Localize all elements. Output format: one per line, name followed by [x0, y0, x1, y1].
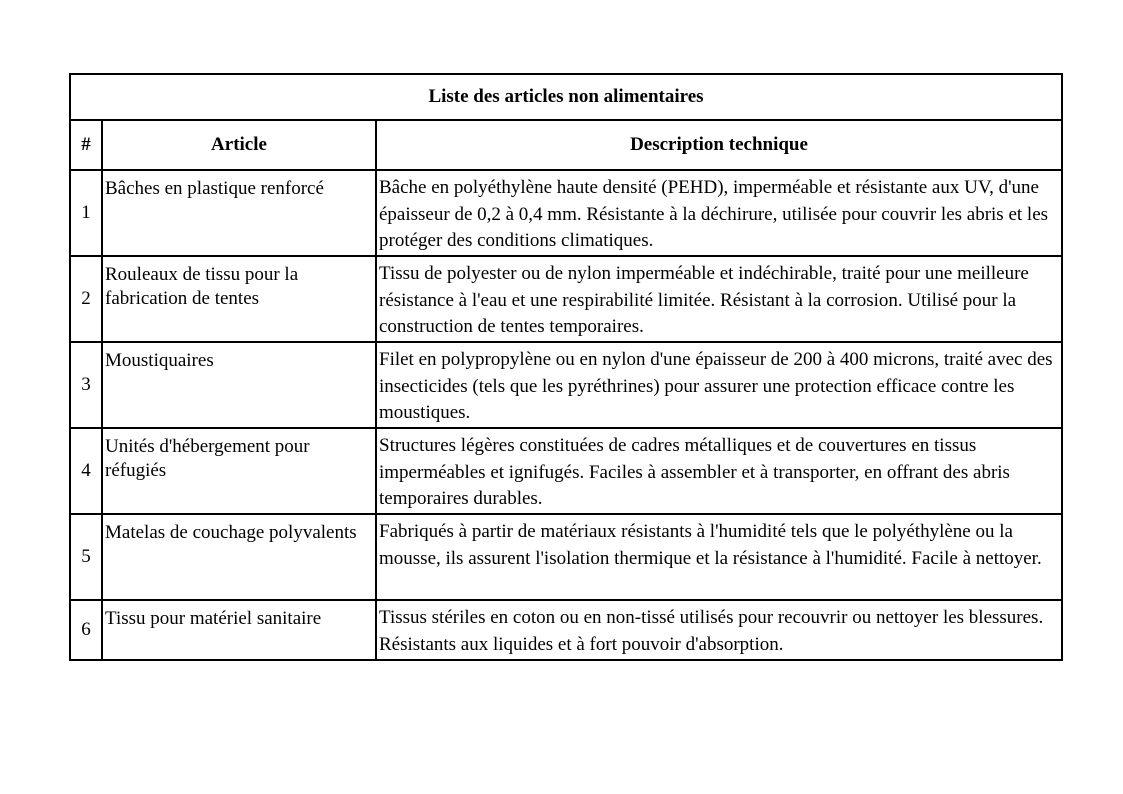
- row-number: 4: [70, 428, 102, 514]
- table-row: [70, 342, 1062, 428]
- header-number: #: [70, 120, 102, 170]
- row-article: Tissu pour matériel sanitaire: [102, 600, 376, 660]
- header-article: Article: [102, 120, 376, 170]
- table-row: [70, 170, 1062, 256]
- row-number: 1: [70, 170, 102, 256]
- row-number: 2: [70, 256, 102, 342]
- row-description: Bâche en polyéthylène haute densité (PEHD), imperméable et résistante aux UV, d'une épaisseur de 0,2 à 0,4 mm. Résistante à la déchirure, utilisée pour couvrir les abris et les protéger des conditions climatiques.: [376, 170, 1062, 256]
- row-number: 5: [70, 514, 102, 600]
- row-description: Tissus stériles en coton ou en non-tissé utilisés pour recouvrir ou nettoyer les blessures. Résistants aux liquides et à fort pouvoir d'absorption.: [376, 600, 1062, 660]
- header-description: Description technique: [376, 120, 1062, 170]
- row-description: Filet en polypropylène ou en nylon d'une épaisseur de 200 à 400 microns, traité avec des insecticides (tels que les pyréthrines) pour assurer une protection efficace contre les moustiques.: [376, 342, 1062, 428]
- table-row: [70, 600, 1062, 660]
- row-description: Fabriqués à partir de matériaux résistants à l'humidité tels que le polyéthylène ou la mousse, ils assurent l'isolation thermique et la résistance à l'humidité. Facile à nettoyer.: [376, 514, 1062, 600]
- row-article: Bâches en plastique renforcé: [102, 170, 376, 256]
- row-description: Tissu de polyester ou de nylon imperméable et indéchirable, traité pour une meilleure résistance à l'eau et une respirabilité limitée. Résistant à la corrosion. Utilisé pour la construction de tentes temporaires.: [376, 256, 1062, 342]
- row-article: Matelas de couchage polyvalents: [102, 514, 376, 600]
- table-row: [70, 514, 1062, 600]
- row-article: Moustiquaires: [102, 342, 376, 428]
- table-title-row: [70, 74, 1062, 120]
- row-description: Structures légères constituées de cadres métalliques et de couvertures en tissus imperméables et ignifugés. Faciles à assembler et à transporter, en offrant des abris temporaires durables.: [376, 428, 1062, 514]
- table-row: [70, 428, 1062, 514]
- row-article: Rouleaux de tissu pour la fabrication de tentes: [102, 256, 376, 342]
- row-number: 6: [70, 600, 102, 660]
- table-row: [70, 256, 1062, 342]
- row-article: Unités d'hébergement pour réfugiés: [102, 428, 376, 514]
- table-title: Liste des articles non alimentaires: [70, 74, 1062, 120]
- table-header-row: [70, 120, 1062, 170]
- row-number: 3: [70, 342, 102, 428]
- non-food-items-table: [69, 73, 1063, 661]
